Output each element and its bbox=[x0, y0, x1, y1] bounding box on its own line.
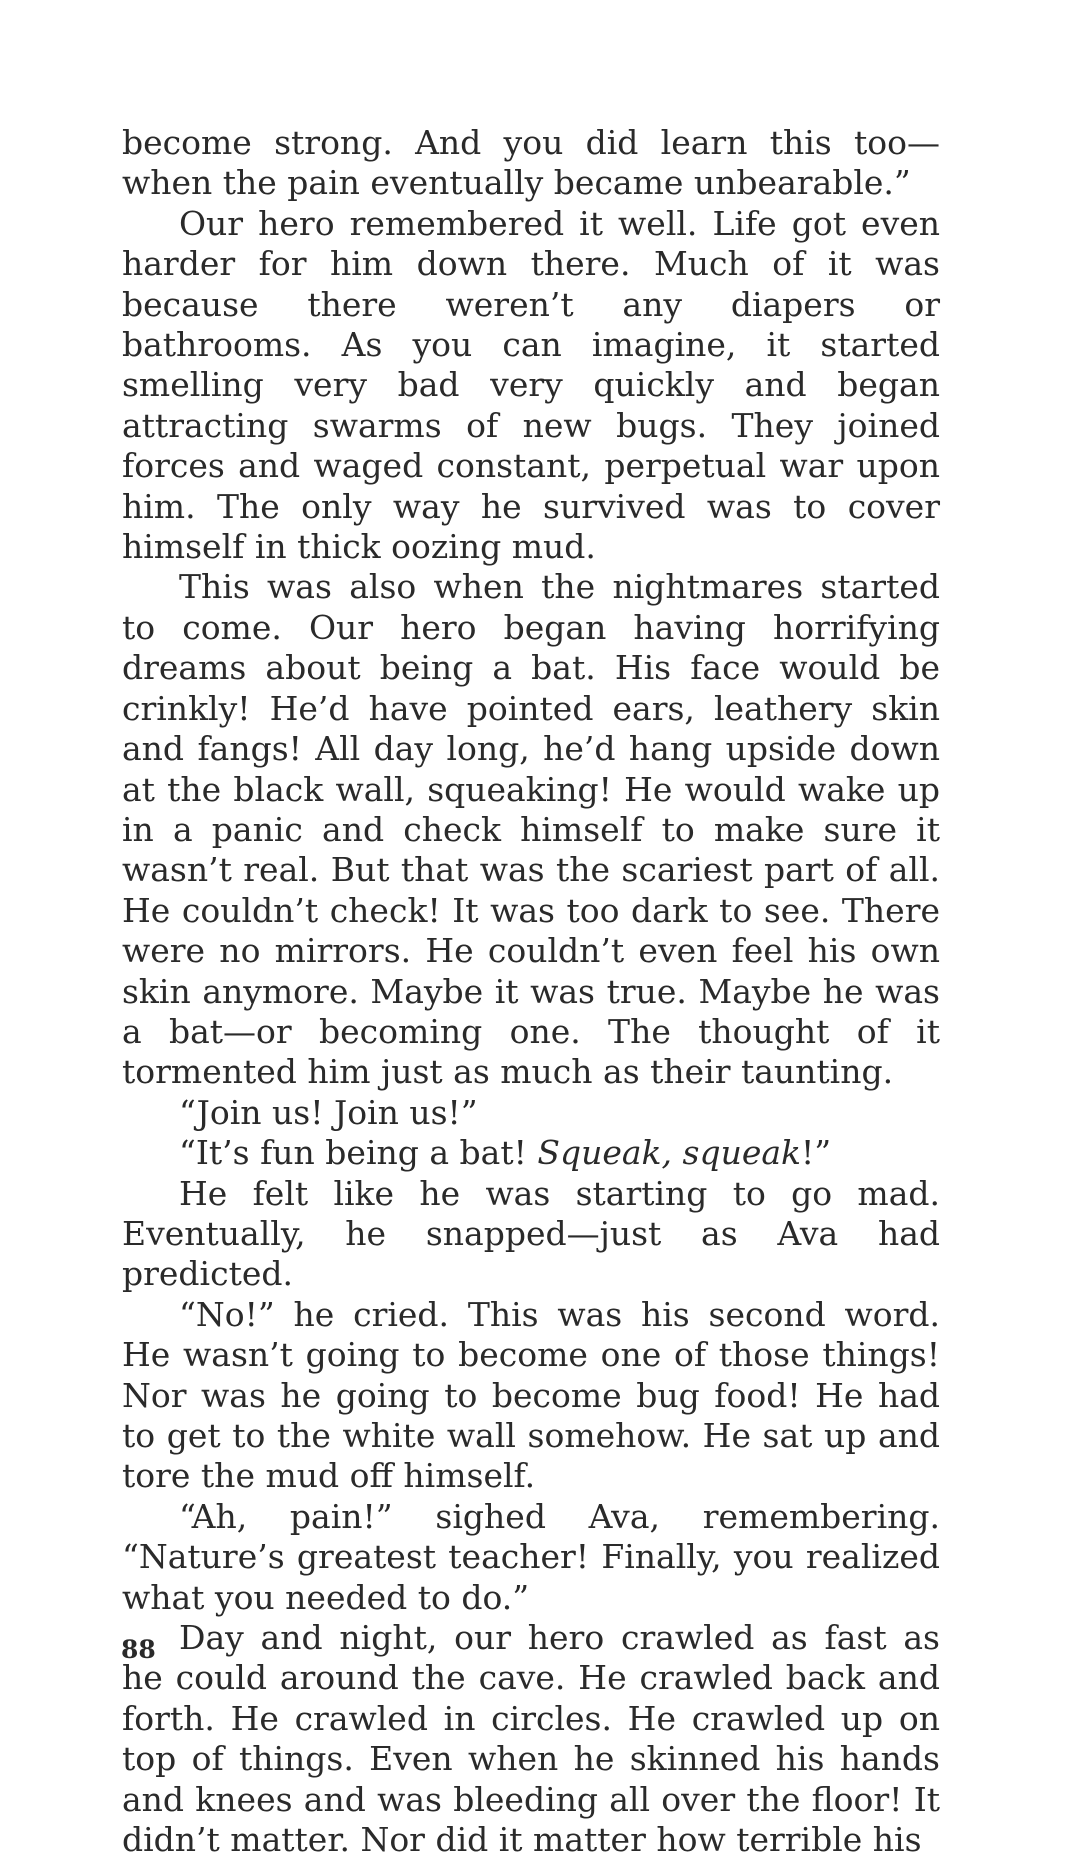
paragraph-join-us: “Join us! Join us!” bbox=[179, 1092, 478, 1132]
paragraph-ah-pain: “Ah, pain!” sighed Ava, remembering. “Nature’s greatest teacher! Finally, you realized what you needed to do.” bbox=[122, 1496, 940, 1617]
paragraph-continuation: become strong. And you did learn this too—when the pain eventually became unbearable.” bbox=[122, 123, 940, 203]
paragraph-fun-being-bat: “It’s fun being a bat! Squeak, squeak!” bbox=[179, 1133, 832, 1173]
paragraph-going-mad: He felt like he was starting to go mad. Eventually, he snapped—just as Ava had predicted. bbox=[122, 1173, 940, 1294]
page-number: 88 bbox=[121, 1635, 156, 1664]
paragraph-nightmares: This was also when the nightmares started to come. Our hero began having horrifying dreams about being a bat. His face would be crinkly! He’d have pointed ears, leathery skin and fangs! All day long, he’d hang upside down at the black wall, squeaking! He would wake up in a panic and check himself to make sure it wasn’t real. But that was the scariest part of all. He couldn’t check! It was too dark to see. There were no mirrors. He couldn’t even feel his own skin anymore. Maybe it was true. Maybe he was a bat—or becoming one. The thought of it tormented him just as much as their taunting. bbox=[122, 567, 940, 1092]
body-text bbox=[122, 123, 940, 1860]
paragraph-hero-remembered: Our hero remembered it well. Life got even harder for him down there. Much of it was because there weren’t any diapers or bathrooms. As you can imagine, it started smelling very bad very quickly and began attracting swarms of new bugs. They joined forces and waged constant, perpetual war upon him. The only way he survived was to cover himself in thick oozing mud. bbox=[122, 203, 940, 567]
paragraph-day-and-night: Day and night, our hero crawled as fast as he could around the cave. He crawled back and forth. He crawled in circles. He crawled up on top of things. Even when he skinned his hands and knees and was bleeding all over the floor! It didn’t matter. Nor did it matter how terrible his bbox=[122, 1618, 940, 1860]
paragraph-no-he-cried: “No!” he cried. This was his second word. He wasn’t going to become one of those things! Nor was he going to become bug food! He had to get to the white wall somehow. He sat up and tore the mud off himself. bbox=[122, 1294, 940, 1496]
squeak-emphasis: Squeak, squeak bbox=[537, 1133, 802, 1173]
